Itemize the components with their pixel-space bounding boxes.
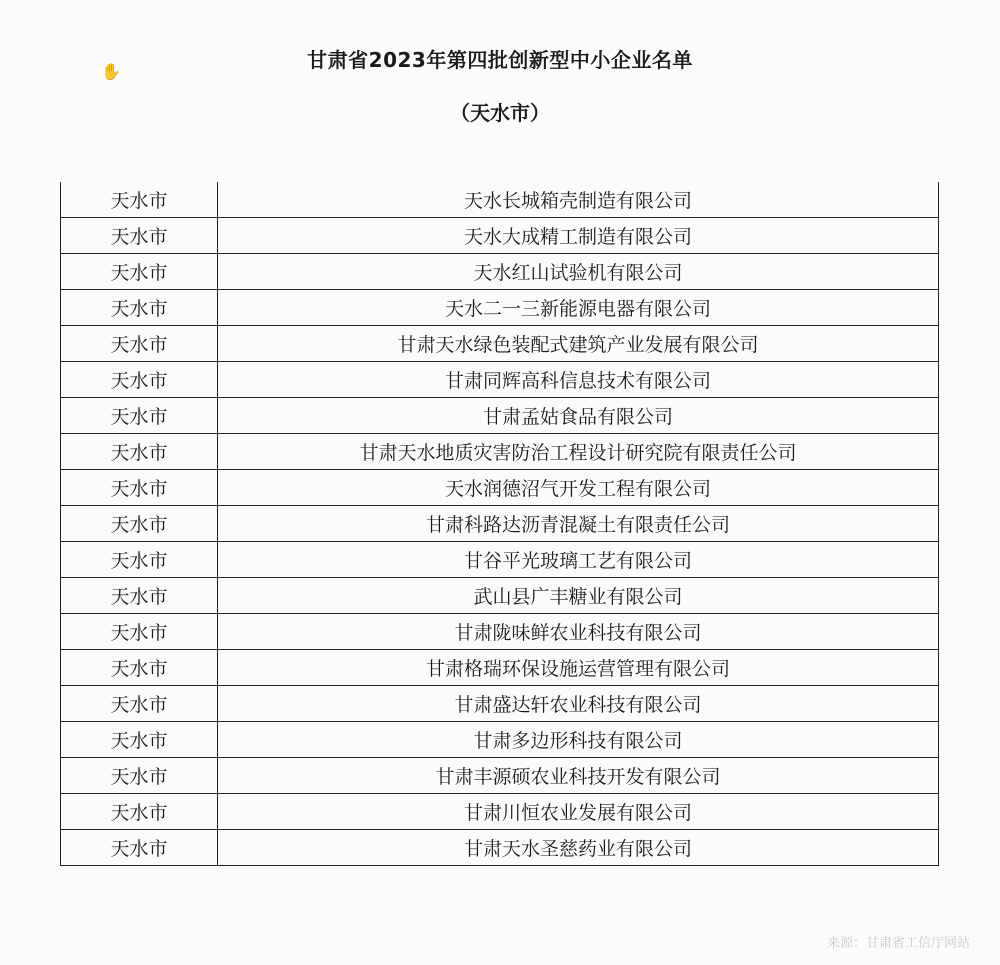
table-row [61, 758, 939, 794]
city-cell: 天水市 [61, 686, 218, 722]
company-cell: 甘肃同辉高科信息技术有限公司 [218, 362, 939, 398]
company-cell: 甘肃天水圣慈药业有限公司 [218, 830, 939, 866]
table-row [61, 362, 939, 398]
table-row [61, 290, 939, 326]
company-cell: 甘肃科路达沥青混凝土有限责任公司 [218, 506, 939, 542]
table-row [61, 470, 939, 506]
company-cell: 甘肃多边形科技有限公司 [218, 722, 939, 758]
city-cell: 天水市 [61, 506, 218, 542]
table-row [61, 542, 939, 578]
city-cell: 天水市 [61, 218, 218, 254]
table-row [61, 614, 939, 650]
page-title: 甘肃省2023年第四批创新型中小企业名单 [307, 48, 693, 72]
city-cell: 天水市 [61, 434, 218, 470]
company-cell: 甘肃丰源硕农业科技开发有限公司 [218, 758, 939, 794]
company-cell: 甘肃孟姑食品有限公司 [218, 398, 939, 434]
table-body [61, 182, 939, 866]
company-cell: 甘肃盛达轩农业科技有限公司 [218, 686, 939, 722]
city-cell: 天水市 [61, 254, 218, 290]
company-table [60, 182, 938, 866]
table-row [61, 434, 939, 470]
company-cell: 甘肃天水地质灾害防治工程设计研究院有限责任公司 [218, 434, 939, 470]
city-cell: 天水市 [61, 398, 218, 434]
table-row [61, 218, 939, 254]
city-cell: 天水市 [61, 614, 218, 650]
table-row [61, 182, 939, 218]
city-cell: 天水市 [61, 542, 218, 578]
company-cell: 天水长城箱壳制造有限公司 [218, 182, 939, 218]
company-cell: 天水红山试验机有限公司 [218, 254, 939, 290]
table-row [61, 650, 939, 686]
city-cell: 天水市 [61, 758, 218, 794]
city-cell: 天水市 [61, 578, 218, 614]
company-cell: 甘谷平光玻璃工艺有限公司 [218, 542, 939, 578]
company-cell: 天水润德沼气开发工程有限公司 [218, 470, 939, 506]
table-row [61, 398, 939, 434]
city-cell: 天水市 [61, 470, 218, 506]
city-cell: 天水市 [61, 830, 218, 866]
city-cell: 天水市 [61, 362, 218, 398]
city-cell: 天水市 [61, 794, 218, 830]
page-subtitle: （天水市） [450, 101, 550, 125]
city-cell: 天水市 [61, 326, 218, 362]
table-row [61, 722, 939, 758]
city-cell: 天水市 [61, 722, 218, 758]
table-row [61, 506, 939, 542]
company-cell: 甘肃格瑞环保设施运营管理有限公司 [218, 650, 939, 686]
source-watermark: 来源：甘肃省工信厅网站 [826, 936, 970, 951]
company-cell: 甘肃川恒农业发展有限公司 [218, 794, 939, 830]
company-cell: 天水大成精工制造有限公司 [218, 218, 939, 254]
table-row [61, 830, 939, 866]
table-row [61, 578, 939, 614]
table-row [61, 326, 939, 362]
table-row [61, 794, 939, 830]
city-cell: 天水市 [61, 290, 218, 326]
city-cell: 天水市 [61, 650, 218, 686]
hand-cursor-icon: ✋ [101, 62, 121, 81]
table-row [61, 254, 939, 290]
table-row [61, 686, 939, 722]
company-cell: 天水二一三新能源电器有限公司 [218, 290, 939, 326]
company-cell: 武山县广丰糖业有限公司 [218, 578, 939, 614]
city-cell: 天水市 [61, 182, 218, 218]
company-cell: 甘肃天水绿色装配式建筑产业发展有限公司 [218, 326, 939, 362]
company-cell: 甘肃陇味鲜农业科技有限公司 [218, 614, 939, 650]
